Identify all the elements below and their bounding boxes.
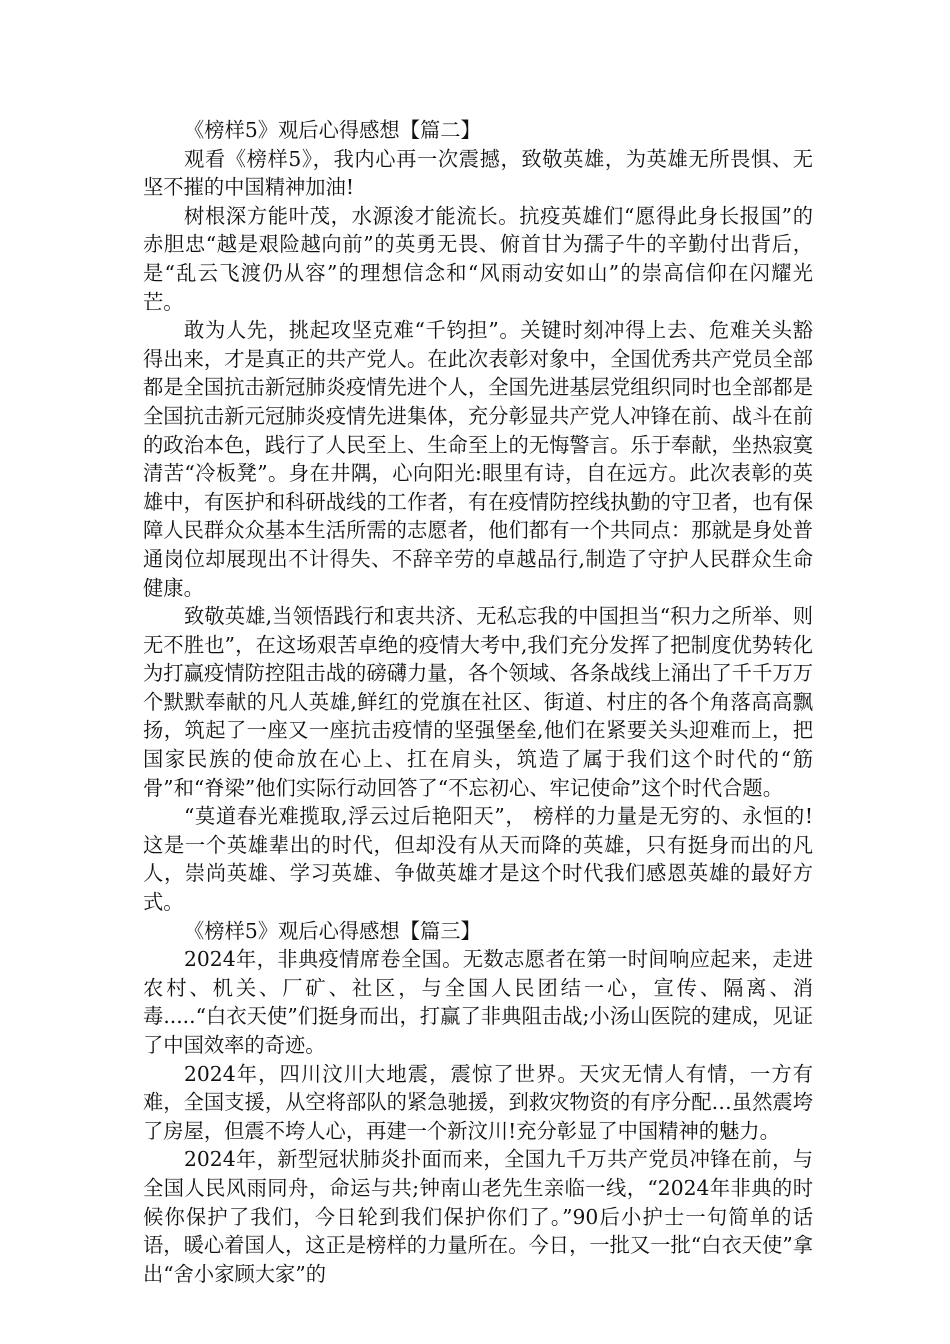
section-heading-2: 《榜样5》观后心得感想【篇二】 xyxy=(184,118,481,142)
paragraph: 致敬英雄,当领悟践行和衷共济、无私忘我的中国担当“积力之所举、则无不胜也”，在这场艰苦卓绝的疫情大考中,我们充分发挥了把制度优势转化为打赢疫情防控阻击战的磅礴力量，各个领域、各条战线上涌出了千千万万个默默奉献的凡人英雄,鲜红的党旗在社区、街道、村庄的各个角落高高飘扬，筑起了一座又一座抗击疫情的坚强堡垒,他们在紧要关头迎难而上，把国家民族的使命放在心上、扛在肩头，筑造了属于我们这个时代的“筋骨”和“脊梁”他们实际行动回答了“不忘初心、牢记使命”这个时代合题。 xyxy=(143,604,813,800)
section-heading-3: 《榜样5》观后心得感想【篇三】 xyxy=(184,918,481,943)
paragraph: “莫道春光难揽取,浮云过后艳阳天”， 榜样的力量是无穷的、永恒的!这是一个英雄辈出的时代，但却没有从天而降的英雄，只有挺身而出的凡人，崇尚英雄、学习英雄、争做英雄才是这个时代我们感恩英雄的最好方式。 xyxy=(143,804,813,915)
paragraph: 观看《榜样5》，我内心再一次震撼，致敬英雄，为英雄无所畏惧、无坚不摧的中国精神加油! xyxy=(143,146,813,200)
paragraph: 2024年，四川汶川大地震，震惊了世界。天灾无情人有情，一方有难，全国支援，从空将部队的紧急驰援，到救灾物资的有序分配…虽然震垮了房屋，但震不垮人心，再建一个新汶川!充分彰显了中国精神的魅力。 xyxy=(143,1061,813,1143)
paragraph: 树根深方能叶茂，水源浚才能流长。抗疫英雄们“愿得此身长报国”的赤胆忠“越是艰险越向前”的英勇无畏、俯首甘为孺子牛的辛勤付出背后，是“乱云飞渡仍从容”的理想信念和“风雨动安如山”的崇高信仰在闪耀光芒。 xyxy=(143,203,813,314)
paragraph: 敢为人先，挑起攻坚克难“千钧担”。关键时刻冲得上去、危难关头豁得出来，才是真正的共产党人。在此次表彰对象中，全国优秀共产党员全部都是全国抗击新冠肺炎疫情先进个人，全国先进基层党组织同时也全部都是全国抗击新元冠肺炎疫情先进集体，充分彰显共产党人冲锋在前、战斗在前的政治本色，践行了人民至上、生命至上的无悔警言。乐于奉献，坐热寂寞清苦“冷板凳”。身在井隅，心向阳光:眼里有诗，自在远方。此次表彰的英雄中，有医护和科研战线的工作者，有在疫情防控线执勤的守卫者，也有保障人民群众众基本生活所需的志愿者，他们都有一个共同点：那就是身处普通岗位却展现出不计得失、不辞辛劳的卓越品行,制造了守护人民群众生命健康。 xyxy=(143,318,813,600)
paragraph: 2024年，新型冠状肺炎扑面而来，全国九千万共产党员冲锋在前，与全国人民风雨同舟，命运与共;钟南山老先生亲临一线，“2024年非典的时候你保护了我们，今日轮到我们保护你们了。”90后小护士一句简单的话语，暖心着国人，这正是榜样的力量所在。今日，一批又一批“白衣天使”拿出“舍小家顾大家”的 xyxy=(143,1147,813,1286)
document-body xyxy=(143,116,813,1288)
paragraph: 2024年，非典疫情席卷全国。无数志愿者在第一时间响应起来，走进农村、机关、厂矿、社区，与全国人民团结一心，宣传、隔离、消毒.....“白衣天使”们挺身而出，打赢了非典阻击战;小汤山医院的建成，见证了中国效率的奇迹。 xyxy=(143,947,813,1057)
